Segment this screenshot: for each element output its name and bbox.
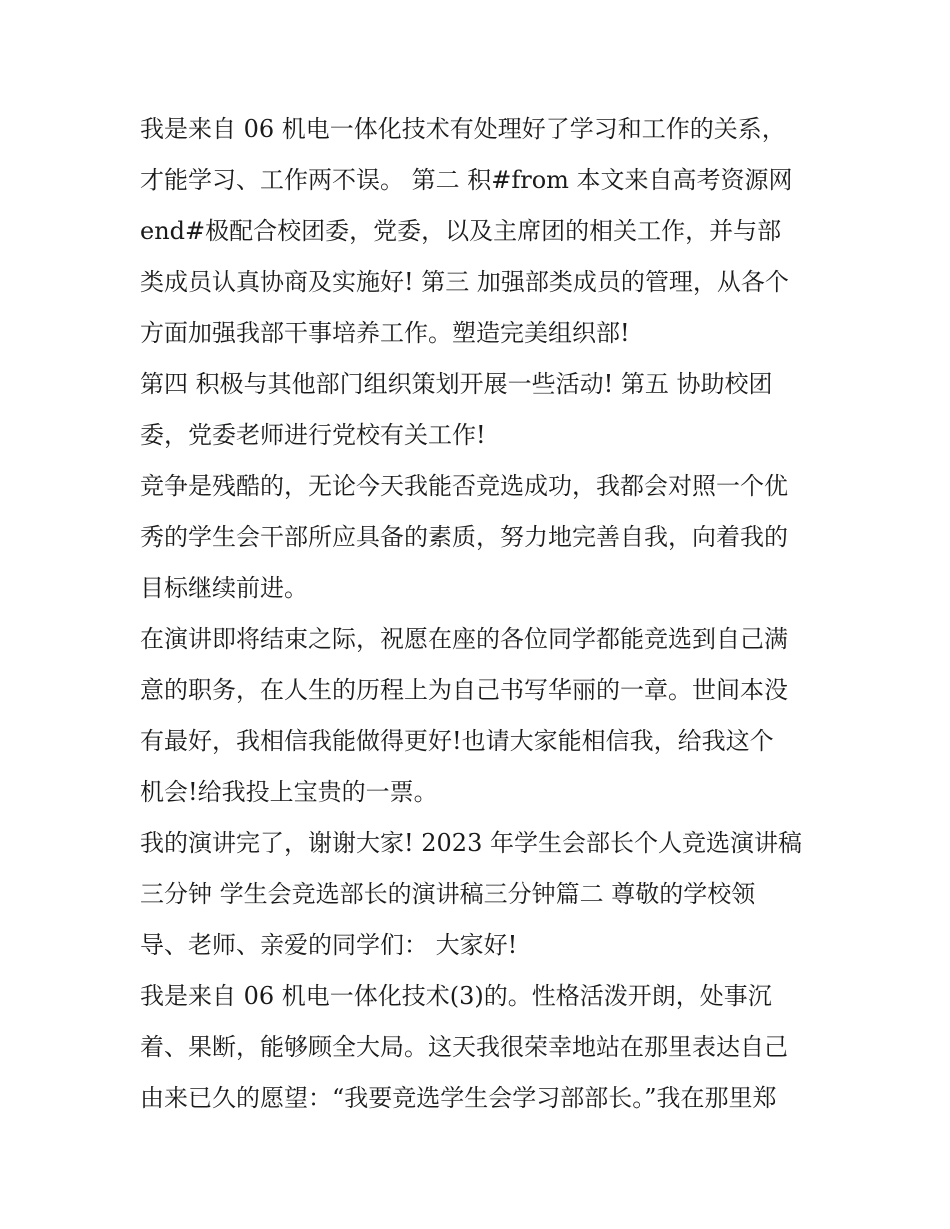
text-line: 导、老师、亲爱的同学们： 大家好!	[140, 931, 518, 959]
document-body	[140, 104, 820, 1124]
text-line: 秀的学生会干部所应具备的素质，努力地完善自我，向着我的	[140, 523, 788, 551]
text-line: 我的演讲完了，谢谢大家! 2023 年学生会部长个人竞选演讲稿	[140, 829, 802, 857]
text-line: 三分钟 学生会竞选部长的演讲稿三分钟篇二 尊敬的学校领	[140, 880, 756, 908]
text-line: 意的职务，在人生的历程上为自己书写华丽的一章。世间本没	[140, 676, 788, 704]
text-line: 我是来自 06 机电一体化技术有处理好了学习和工作的关系，	[140, 115, 786, 143]
text-line: 目标继续前进。	[140, 574, 308, 602]
text-line: 第四 积极与其他部门组织策划开展一些活动! 第五 协助校团	[140, 370, 773, 398]
text-line: 竞争是残酷的，无论今天我能否竞选成功，我都会对照一个优	[140, 472, 788, 500]
text-line: 委，党委老师进行党校有关工作!	[140, 421, 486, 449]
text-line: 我是来自 06 机电一体化技术(3)的。性格活泼开朗，处事沉	[140, 982, 772, 1010]
text-line: end#极配合校团委，党委，以及主席团的相关工作，并与部	[140, 217, 782, 245]
text-line: 由来已久的愿望：“我要竞选学生会学习部部长。”我在那里郑	[140, 1084, 777, 1112]
text-line: 机会!给我投上宝贵的一票。	[140, 778, 438, 806]
text-line: 才能学习、工作两不误。 第二 积#from 本文来自高考资源网	[140, 166, 793, 194]
text-line: 类成员认真协商及实施好! 第三 加强部类成员的管理，从各个	[140, 268, 789, 296]
text-line: 有最好，我相信我能做得更好!也请大家能相信我，给我这个	[140, 727, 774, 755]
text-line: 在演讲即将结束之际，祝愿在座的各位同学都能竞选到自己满	[140, 625, 788, 653]
text-line: 着、果断，能够顾全大局。这天我很荣幸地站在那里表达自己	[140, 1033, 788, 1061]
text-line: 方面加强我部干事培养工作。塑造完美组织部!	[140, 319, 630, 347]
